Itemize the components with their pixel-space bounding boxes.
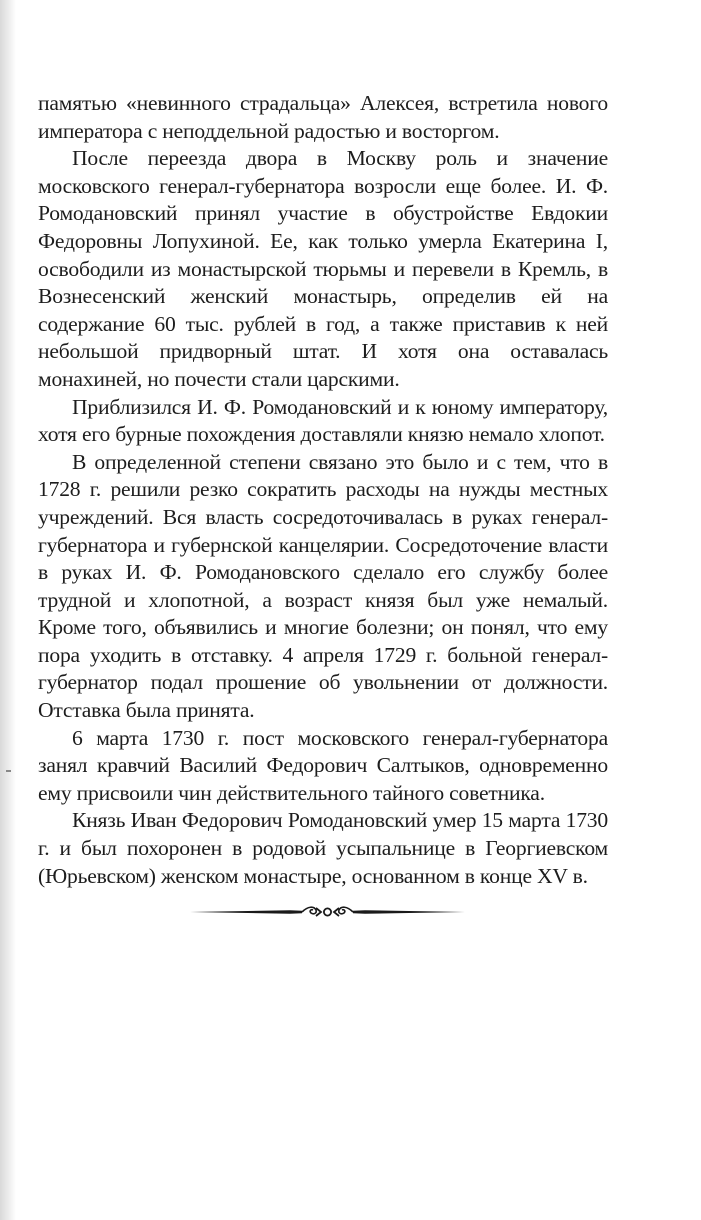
ornament-center-ring <box>324 908 331 915</box>
paragraph-continuation: памятью «невинного страдальца» Алексея, встретила нового императора с неподдельной радостью и восторгом. <box>38 91 608 143</box>
ornament-right-curl <box>339 907 353 914</box>
scan-mark <box>6 770 11 772</box>
page-gutter-shadow <box>0 0 16 1220</box>
ornament-divider-icon <box>190 900 465 924</box>
ornament-left-curl <box>302 907 316 914</box>
paragraph: В определенной степени связано это было и с тем, что в 1728 г. решили резко сократить расходы на нужды местных учреждений. Вся власть сосредоточивалась в руках генерал-губернатора и губернской канцелярии. Сосредоточение власти в руках И. Ф. Ромодановского сделало его службу более трудной и хлопотной, а возраст князя был уже немалый. Кроме того, объявились и многие болезни; он понял, что ему пора уходить в отставку. 4 апреля 1729 г. больной генерал-губернатор подал прошение об увольнении от должности. Отставка была принята. <box>38 449 608 723</box>
ornament-left-rule <box>190 910 302 914</box>
ornament-right-rule <box>353 910 465 914</box>
paragraph: Князь Иван Федорович Ромодановский умер 15 марта 1730 г. и был похоронен в родовой усыпальнице в Георгиевском (Юрьевском) женском монастыре, основанном в конце XV в. <box>38 808 608 888</box>
paragraph: 6 марта 1730 г. пост московского генерал-губернатора занял кравчий Василий Федорович Салтыков, одновременно ему присвоили чин действительного тайного советника. <box>38 725 608 805</box>
paragraph: После переезда двора в Москву роль и значение московского генерал-губернатора возросли еще более. И. Ф. Ромодановский принял участие в обустройстве Евдокии Федоровны Лопухиной. Ее, как только умерла Екатерина I, освободили из монастырской тюрьмы и перевели в Кремль, в Вознесенский женский монастырь, определив ей на содержание 60 тыс. рублей в год, а также приставив к ней небольшой придворный штат. И хотя она оставалась монахиней, но почести стали царскими. <box>38 146 608 391</box>
page-body <box>38 90 608 890</box>
paragraph: Приблизился И. Ф. Ромодановский и к юному императору, хотя его бурные похождения доставляли князю немало хлопот. <box>38 394 608 447</box>
